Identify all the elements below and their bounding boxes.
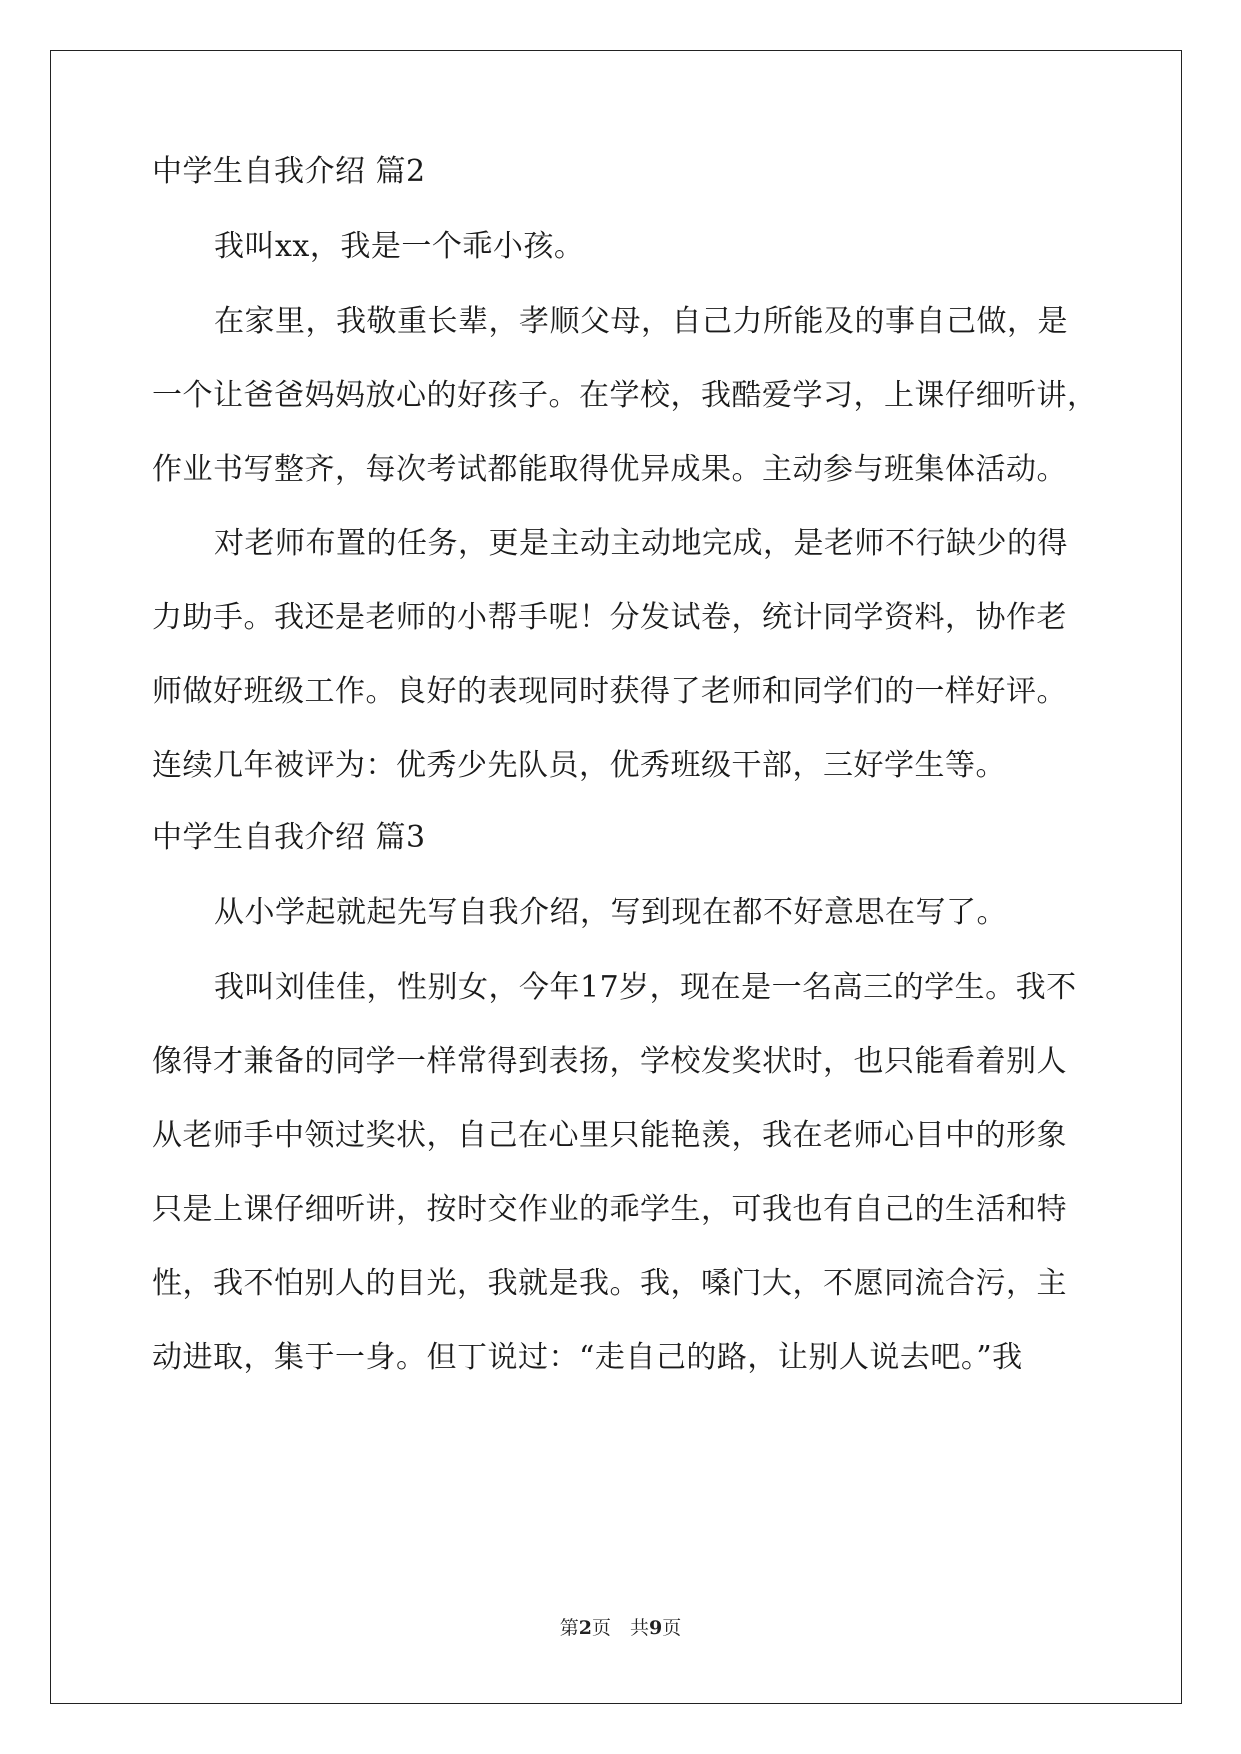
paragraph-line: 从老师手中领过奖状，自己在心里只能艳羡，我在老师心目中的形象 (152, 1118, 1067, 1153)
paragraph-line: 连续几年被评为：优秀少先队员，优秀班级干部，三好学生等。 (152, 748, 1006, 783)
paragraph-line: 只是上课仔细听讲，按时交作业的乖学生，可我也有自己的生活和特 (152, 1192, 1067, 1227)
paragraph-line: 我叫xx，我是一个乖小孩。 (214, 229, 585, 264)
page-label-mid: 页 共 (591, 1617, 649, 1639)
page-border (50, 50, 1182, 1704)
section-heading: 中学生自我介绍 篇3 (152, 820, 426, 855)
paragraph-line: 一个让爸爸妈妈放心的好孩子。在学校，我酷爱学习，上课仔细听讲， (152, 378, 1098, 413)
paragraph-line: 作业书写整齐，每次考试都能取得优异成果。主动参与班集体活动。 (152, 452, 1067, 487)
paragraph-line: 师做好班级工作。良好的表现同时获得了老师和同学们的一样好评。 (152, 674, 1067, 709)
paragraph-line: 像得才兼备的同学一样常得到表扬，学校发奖状时，也只能看着别人 (152, 1044, 1067, 1079)
paragraph-line: 我叫刘佳佳，性别女，今年17岁，现在是一名高三的学生。我不 (214, 970, 1077, 1005)
paragraph-line: 从小学起就起先写自我介绍，写到现在都不好意思在写了。 (214, 895, 1007, 930)
paragraph-line: 在家里，我敬重长辈，孝顺父母，自己力所能及的事自己做，是 (214, 304, 1068, 339)
paragraph-line: 对老师布置的任务，更是主动主动地完成，是老师不行缺少的得 (214, 526, 1068, 561)
page-label-prefix: 第 (559, 1617, 579, 1639)
page-current: 2 (578, 1617, 592, 1639)
page-total: 9 (649, 1617, 663, 1639)
page-footer (0, 1616, 1241, 1640)
section-heading: 中学生自我介绍 篇2 (152, 154, 426, 189)
paragraph-line: 动进取，集于一身。但丁说过：“走自己的路，让别人说去吧。”我 (152, 1340, 1023, 1375)
paragraph-line: 性，我不怕别人的目光，我就是我。我，嗓门大，不愿同流合污，主 (152, 1266, 1067, 1301)
paragraph-line: 力助手。我还是老师的小帮手呢！分发试卷，统计同学资料，协作老 (152, 600, 1067, 635)
page-label-suffix: 页 (662, 1617, 682, 1639)
